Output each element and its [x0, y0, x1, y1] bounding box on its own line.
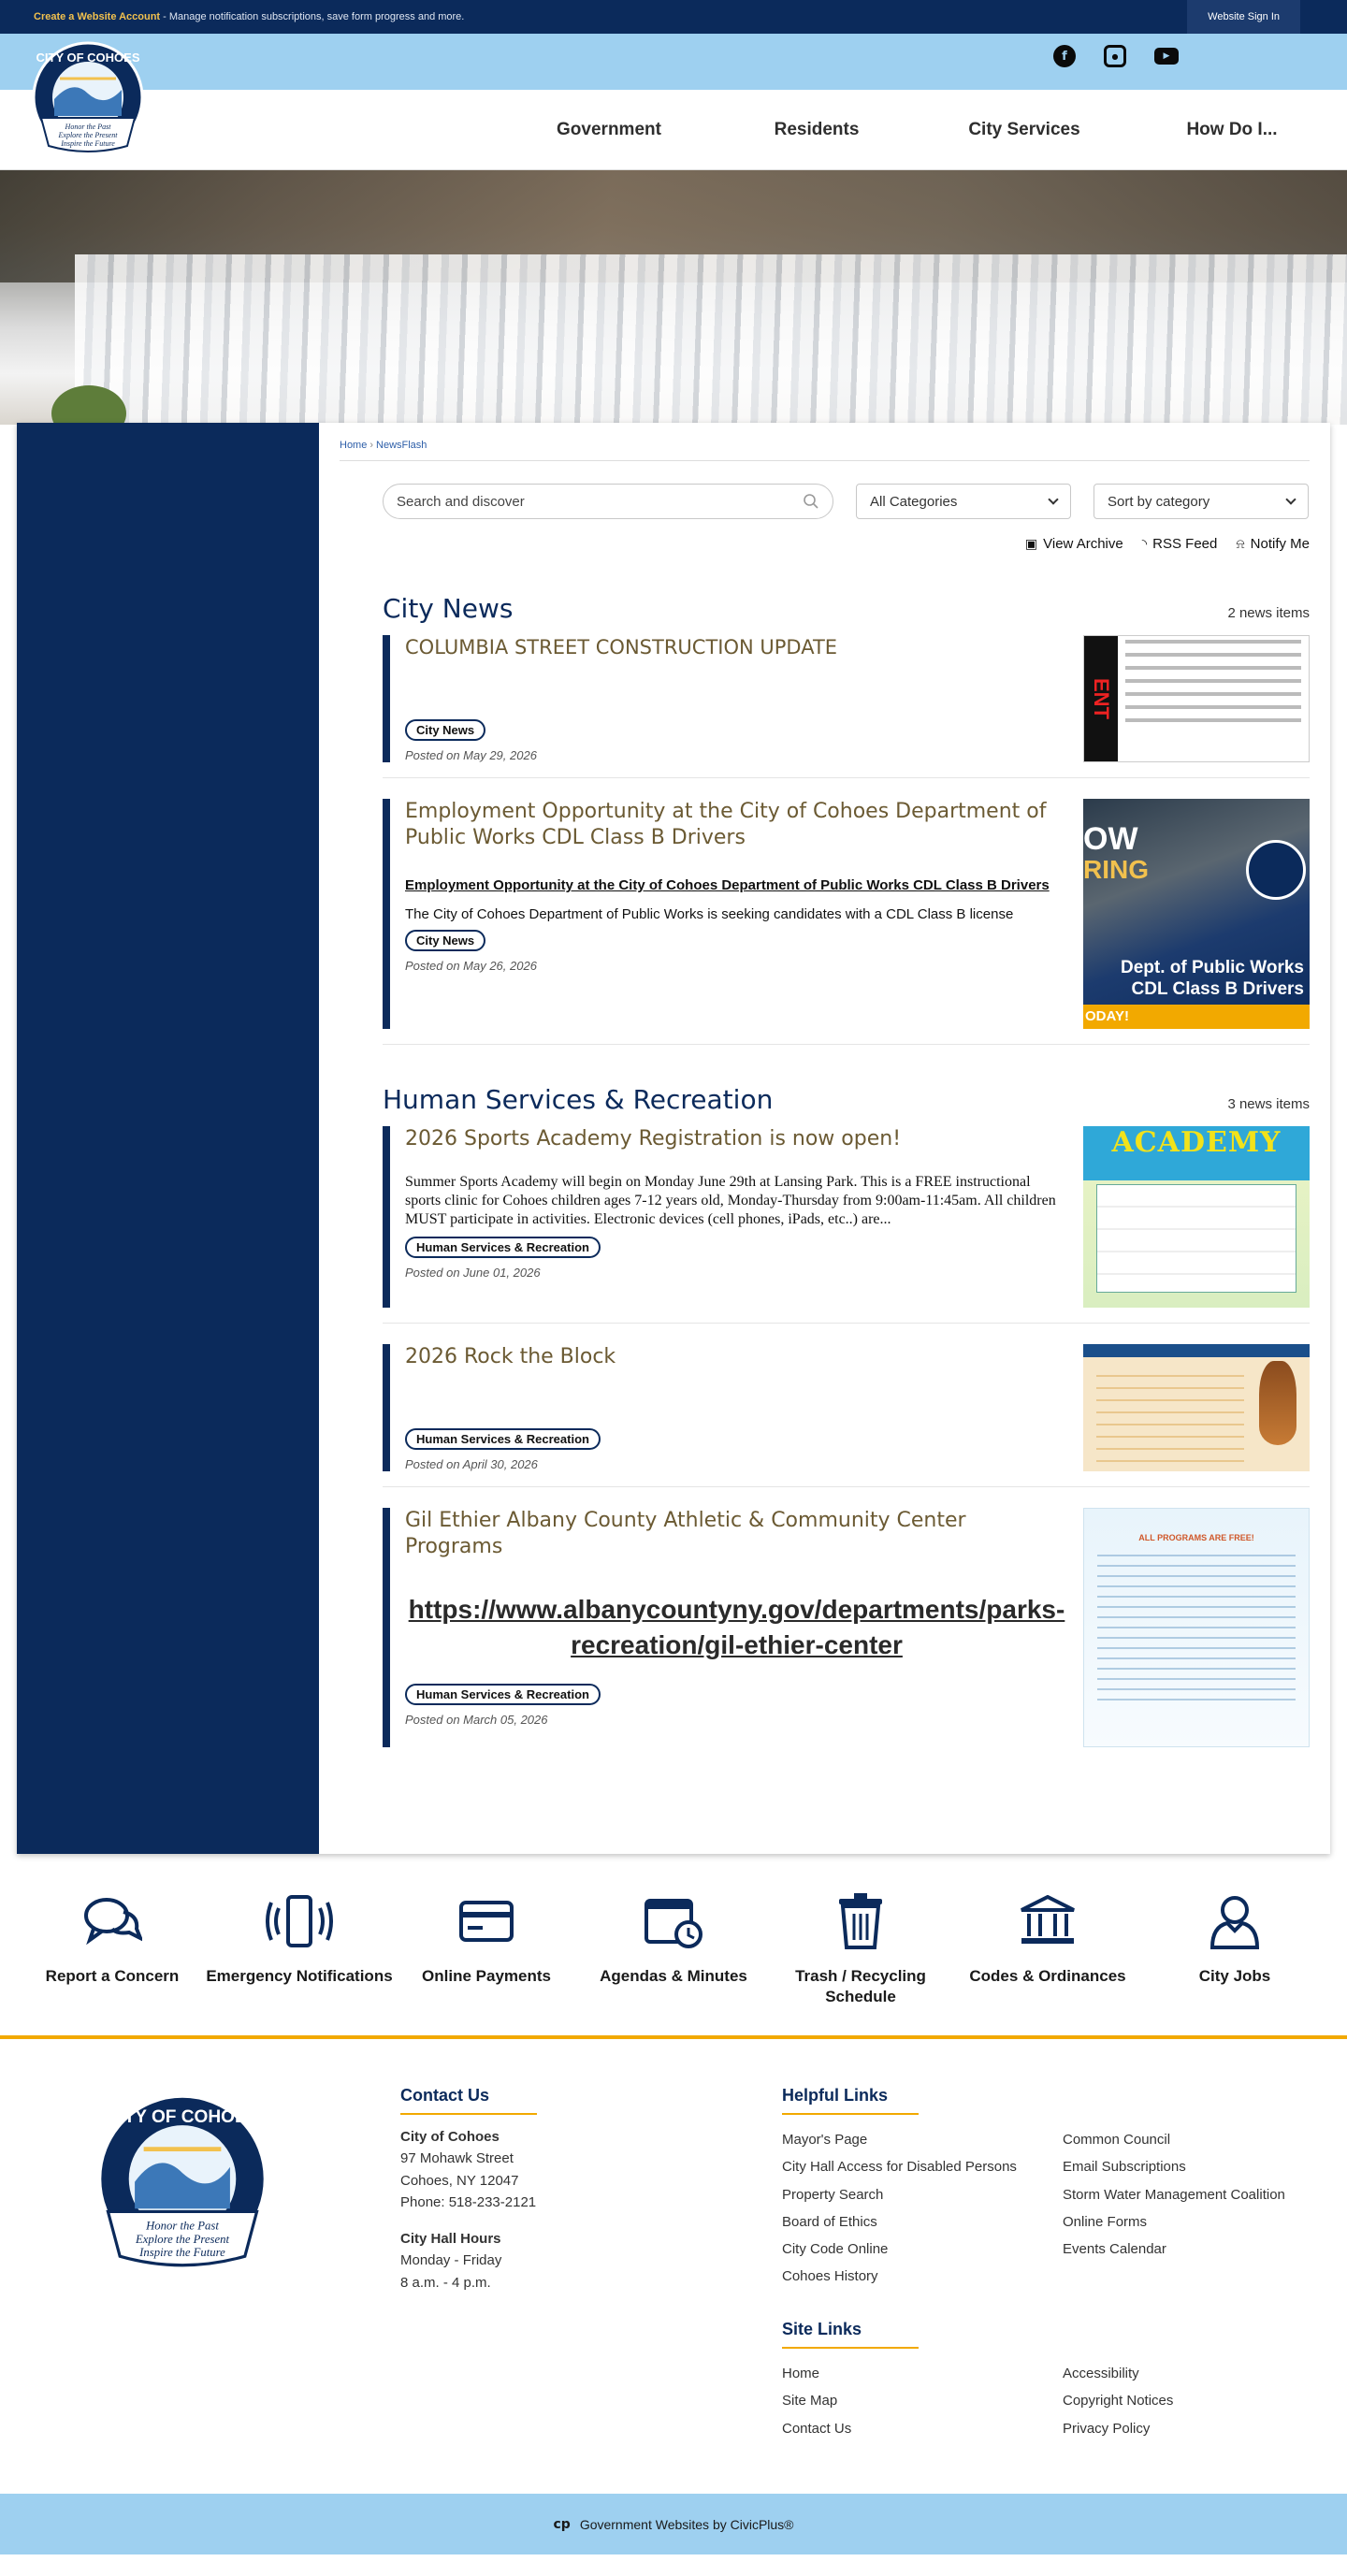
footer-city-logo[interactable] — [84, 2090, 281, 2286]
chevron-down-icon — [1048, 494, 1058, 504]
account-bar — [0, 0, 1347, 34]
posted-date: Posted on June 01, 2026 — [405, 1266, 541, 1281]
credit-card-icon — [393, 1891, 580, 1951]
main-navigation-bar — [0, 51, 1347, 170]
footer-link-events-calendar[interactable]: Events Calendar — [1063, 2241, 1166, 2258]
civicplus-credit-bar — [0, 2494, 1347, 2554]
posted-date: Posted on May 29, 2026 — [405, 748, 537, 762]
news-item — [383, 799, 1310, 1045]
logo-title: CITY OF COHOES — [36, 51, 140, 65]
news-actions — [340, 536, 1310, 552]
section-city-news — [383, 593, 1310, 1045]
category-tag[interactable]: City News — [405, 930, 485, 951]
search-icon[interactable] — [803, 493, 819, 510]
social-links — [1053, 45, 1179, 67]
hero-waterfall-image — [0, 170, 1347, 425]
category-select-value: All Categories — [870, 493, 958, 510]
civicplus-credit-link[interactable]: Government Websites by CivicPlus® — [579, 2516, 794, 2532]
footer-link-privacy[interactable]: Privacy Policy — [1063, 2420, 1151, 2437]
breadcrumb-home[interactable]: Home — [340, 440, 368, 451]
contact-street: 97 Mohawk Street — [400, 2150, 514, 2167]
posted-date: Posted on April 30, 2026 — [405, 1457, 538, 1471]
site-footer — [0, 2035, 1347, 2494]
civicplus-logo-icon: cp — [553, 2516, 571, 2532]
primary-nav — [505, 90, 1336, 170]
category-select[interactable] — [856, 484, 1071, 519]
section-title[interactable]: Human Services & Recreation — [383, 1084, 774, 1115]
account-description: - Manage notification subscriptions, save form progress and more. — [160, 11, 465, 22]
news-item-thumbnail[interactable]: ALL PROGRAMS ARE FREE! — [1083, 1508, 1310, 1747]
news-item — [383, 1508, 1310, 1762]
news-filters — [340, 484, 1310, 519]
quick-link-label: Agendas & Minutes — [600, 1967, 747, 1985]
instagram-icon[interactable]: ● — [1104, 45, 1126, 67]
footer-link-home[interactable]: Home — [782, 2366, 820, 2382]
footer-heading: Site Links — [782, 2320, 919, 2349]
bell-icon: ⍾ — [1236, 536, 1245, 551]
rss-feed-link[interactable]: ◝ RSS Feed — [1141, 536, 1218, 552]
footer-logo-motto-1: Honor the Past — [146, 2219, 219, 2233]
create-account-link[interactable]: Create a Website Account — [34, 11, 161, 22]
posted-date: Posted on May 26, 2026 — [405, 958, 537, 973]
footer-link-common-council[interactable]: Common Council — [1063, 2132, 1171, 2149]
sidebar — [17, 423, 319, 1854]
footer-link-property-search[interactable]: Property Search — [782, 2186, 884, 2203]
footer-heading: Contact Us — [400, 2086, 537, 2115]
news-item-thumbnail[interactable] — [1083, 1344, 1310, 1471]
posted-date: Posted on March 05, 2026 — [405, 1712, 548, 1727]
category-tag[interactable]: City News — [405, 719, 485, 741]
footer-logo-motto-3: Inspire the Future — [139, 2246, 225, 2260]
sort-select-value: Sort by category — [1108, 493, 1210, 510]
footer-link-email-subscriptions[interactable]: Email Subscriptions — [1063, 2159, 1186, 2176]
news-item-thumbnail[interactable]: ACADEMY — [1083, 1126, 1310, 1308]
nav-how-do-i[interactable]: How Do I... — [1186, 120, 1278, 139]
footer-helpful-links — [782, 2086, 1285, 2291]
facebook-icon[interactable]: f — [1053, 45, 1076, 67]
account-message — [34, 11, 464, 22]
footer-link-site-map[interactable]: Site Map — [782, 2393, 838, 2410]
breadcrumb: Home › NewsFlash — [340, 440, 1310, 461]
section-title[interactable]: City News — [383, 593, 514, 624]
quick-link-label: Report a Concern — [45, 1967, 180, 1985]
news-item-title[interactable]: 2026 Rock the Block — [405, 1345, 616, 1368]
footer-link-storm-water[interactable]: Storm Water Management Coalition — [1063, 2186, 1285, 2203]
guitar-icon — [1259, 1361, 1296, 1445]
section-count: 2 news items — [1227, 605, 1310, 621]
news-item-title[interactable]: Gil Ethier Albany County Athletic & Community Center Programs — [405, 1509, 966, 1559]
archive-icon: ▣ — [1024, 536, 1038, 551]
footer-link-contact-us[interactable]: Contact Us — [782, 2420, 852, 2437]
search-input[interactable] — [383, 484, 833, 519]
view-archive-link[interactable]: ▣ View Archive — [1024, 536, 1123, 552]
hours-heading: City Hall Hours — [400, 2231, 501, 2248]
city-logo[interactable] — [26, 41, 150, 165]
vibrating-phone-icon — [206, 1891, 393, 1951]
news-item-description: The City of Cohoes Department of Public Works is seeking candidates with a CDL Class B license — [405, 905, 1014, 922]
news-item-title[interactable]: Employment Opportunity at the City of Cohoes Department of Public Works CDL Class B Drivers — [405, 800, 1047, 850]
quick-link-agendas-minutes[interactable] — [580, 1891, 767, 2007]
youtube-icon[interactable]: ▶ — [1154, 48, 1179, 65]
city-seal-icon — [1246, 840, 1306, 900]
quick-link-codes-ordinances[interactable] — [954, 1891, 1141, 2007]
footer-site-links — [782, 2320, 1173, 2442]
main-area — [17, 423, 1330, 1854]
footer-link-mayors-page[interactable]: Mayor's Page — [782, 2132, 868, 2149]
header-band — [0, 34, 1347, 90]
trash-can-icon — [767, 1891, 954, 1951]
search-placeholder: Search and discover — [397, 493, 525, 510]
calendar-clock-icon — [580, 1891, 767, 1951]
quick-link-report-concern[interactable] — [19, 1891, 206, 2007]
rss-icon: ◝ — [1141, 536, 1148, 551]
chevron-down-icon — [1285, 494, 1296, 504]
footer-link-copyright[interactable]: Copyright Notices — [1063, 2393, 1174, 2410]
category-tag[interactable]: Human Services & Recreation — [405, 1684, 601, 1705]
chat-bubbles-icon — [19, 1891, 206, 1951]
courthouse-icon — [954, 1891, 1141, 1951]
footer-link-board-of-ethics[interactable]: Board of Ethics — [782, 2213, 877, 2230]
nav-city-services[interactable]: City Services — [968, 120, 1080, 139]
footer-link-online-forms[interactable]: Online Forms — [1063, 2213, 1148, 2230]
quick-link-online-payments[interactable] — [393, 1891, 580, 2007]
news-item — [383, 635, 1310, 778]
quick-link-label: Trash / Recycling Schedule — [795, 1967, 926, 2006]
news-item-title[interactable]: COLUMBIA STREET CONSTRUCTION UPDATE — [405, 636, 838, 658]
news-item-description: Summer Sports Academy will begin on Monday June 29th at Lansing Park. This is a FREE instructional sports clinic for Cohoes children ages 7-12 years old, Monday-Thursday from 9:00am-11:45am. All children MUST participate in activities. Electronic devices (cell phones, iPads, etc..) are... — [405, 1174, 1056, 1228]
category-tag[interactable]: Human Services & Recreation — [405, 1237, 601, 1258]
breadcrumb-newsflash[interactable]: NewsFlash — [376, 440, 427, 451]
quick-link-label: Emergency Notifications — [206, 1967, 393, 1985]
notify-me-link[interactable]: ⍾ Notify Me — [1236, 536, 1310, 552]
logo-motto-2: Explore the Present — [58, 131, 118, 139]
section-human-services — [383, 1084, 1310, 1762]
quick-link-emergency-notifications[interactable] — [206, 1891, 393, 2007]
contact-phone[interactable]: Phone: 518-233-2121 — [400, 2193, 537, 2210]
quick-links — [0, 1854, 1347, 2035]
category-tag[interactable]: Human Services & Recreation — [405, 1428, 601, 1450]
sort-select[interactable] — [1094, 484, 1309, 519]
footer-link-city-code[interactable]: City Code Online — [782, 2241, 889, 2258]
footer-logo-motto-2: Explore the Present — [135, 2233, 230, 2247]
footer-link-accessibility[interactable]: Accessibility — [1063, 2366, 1139, 2382]
news-item-thumbnail[interactable]: OW RING Dept. of Public Works CDL Class B Drivers ODAY! — [1083, 799, 1310, 1029]
section-count: 3 news items — [1227, 1096, 1310, 1112]
footer-link-cohoes-history[interactable]: Cohoes History — [782, 2268, 878, 2285]
news-item-title[interactable]: 2026 Sports Academy Registration is now open! — [405, 1127, 902, 1151]
news-item — [383, 1126, 1310, 1324]
news-content — [319, 423, 1330, 1854]
external-link[interactable]: https://www.albanycountyny.gov/departments/parks-recreation/gil-ethier-center — [408, 1595, 1065, 1660]
logo-motto-3: Inspire the Future — [61, 139, 115, 148]
sign-in-button[interactable]: Website Sign In — [1187, 0, 1300, 34]
news-item-thumbnail[interactable]: ENT — [1083, 635, 1310, 762]
quick-link-city-jobs[interactable] — [1141, 1891, 1328, 2007]
person-icon — [1141, 1891, 1328, 1951]
nav-residents[interactable]: Residents — [774, 120, 860, 139]
quick-link-label: Online Payments — [422, 1967, 551, 1985]
hours-days: Monday - Friday — [400, 2252, 502, 2269]
quick-link-label: Codes & Ordinances — [969, 1967, 1126, 1985]
news-item — [383, 1344, 1310, 1487]
logo-motto-1: Honor the Past — [65, 123, 111, 131]
contact-city: Cohoes, NY 12047 — [400, 2172, 519, 2189]
nav-government[interactable]: Government — [557, 120, 661, 139]
footer-contact — [400, 2086, 537, 2294]
footer-heading: Helpful Links — [782, 2086, 919, 2115]
contact-name: City of Cohoes — [400, 2129, 500, 2146]
quick-link-trash-recycling[interactable] — [767, 1891, 954, 2007]
news-item-subheading[interactable]: Employment Opportunity at the City of Cohoes Department of Public Works CDL Class B Drivers — [405, 877, 1050, 894]
footer-link-city-hall-access[interactable]: City Hall Access for Disabled Persons — [782, 2159, 1017, 2176]
hours-time: 8 a.m. - 4 p.m. — [400, 2274, 491, 2291]
footer-logo-title: CITY OF COHOES — [106, 2107, 259, 2128]
quick-link-label: City Jobs — [1198, 1967, 1271, 1985]
